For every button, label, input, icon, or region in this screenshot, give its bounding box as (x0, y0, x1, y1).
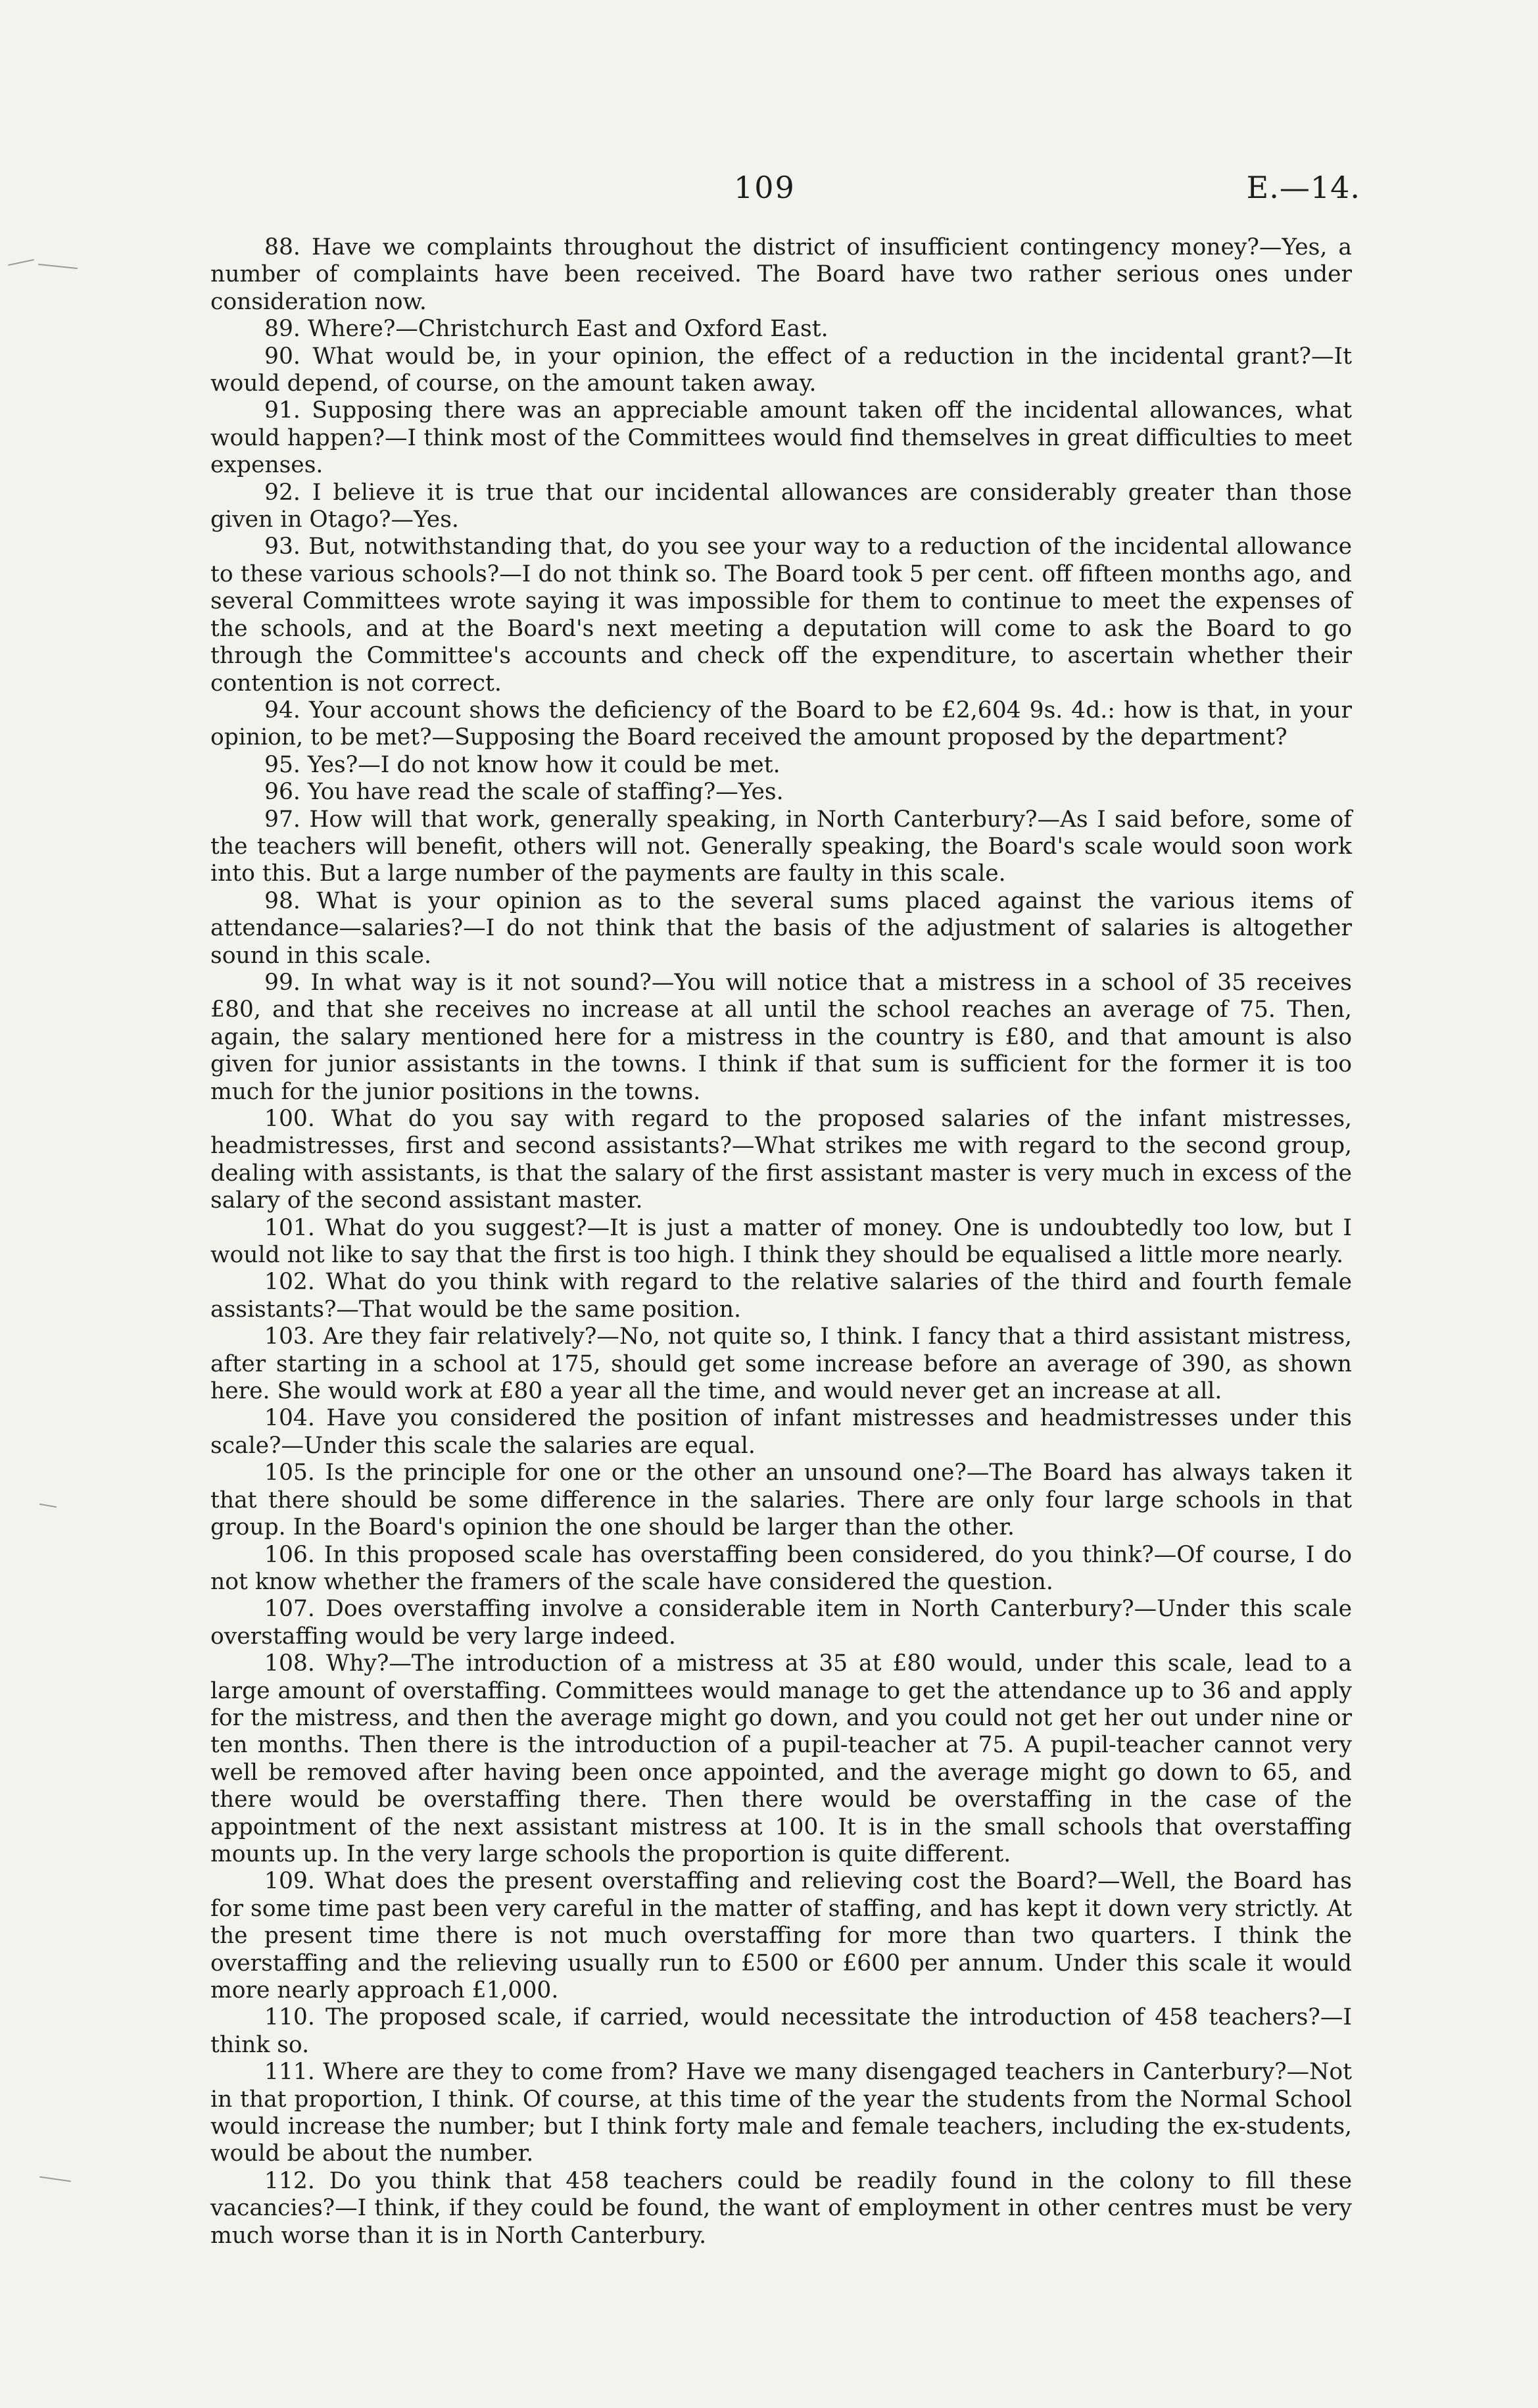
paragraph-q105: 105. Is the principle for one or the other an unsound one?—The Board has always taken it that there should be some difference in the salaries. There are only four large schools in that group. In the Board's opinion the one should be larger than the other. (210, 1460, 1352, 1541)
paragraph-q96: 96. You have read the scale of staffing?—Yes. (264, 779, 784, 806)
page-number: 109 (734, 170, 796, 205)
paragraph-q94: 94. Your account shows the deficiency of the Board to be £2,604 9s. 4d.: how is that, in your opinion, to be met?—Supposing the Board received the amount proposed by the department? (210, 697, 1352, 751)
page-code: E.—14. (1246, 170, 1360, 205)
paragraph-q106: 106. In this proposed scale has overstaffing been considered, do you think?—Of course, I do not know whether the framers of the scale have considered the question. (210, 1541, 1352, 1595)
paragraph-q89: 89. Where?—Christchurch East and Oxford East. (264, 316, 829, 343)
paragraph-q93: 93. But, notwithstanding that, do you see your way to a reduction of the incidental allowance to these various schools?—I do not think so. The Board took 5 per cent. off fifteen months ago, and several Committees wrote saying it was impossible for them to continue to meet the expenses of the schools, and at the Board's next meeting a deputation will come to ask the Board to go through the Committee's accounts and check off the expenditure, to ascertain whether their contention is not correct. (210, 533, 1352, 697)
paragraph-q102: 102. What do you think with regard to the relative salaries of the third and fourth female assistants?—That would be the same position. (210, 1269, 1352, 1323)
paragraph-q103: 103. Are they fair relatively?—No, not quite so, I think. I fancy that a third assistant mistress, after starting in a school at 175, should get some increase before an average of 390, as shown here. She would work at £80 a year all the time, and would never get an increase at all. (210, 1323, 1352, 1405)
paragraph-q95: 95. Yes?—I do not know how it could be met. (264, 751, 781, 778)
scan-mark (39, 2176, 71, 2182)
scan-mark (8, 259, 34, 266)
paragraph-q88: 88. Have we complaints throughout the district of insufficient contingency money?—Yes, a number of complaints have been received. The Board have two rather serious ones under consideration now. (210, 234, 1352, 315)
paragraph-q112: 112. Do you think that 458 teachers could be readily found in the colony to fill these vacancies?—I think, if they could be found, the want of employment in other centres must be very much worse than it is in North Canterbury. (210, 2167, 1352, 2249)
scan-mark (38, 264, 78, 269)
scan-mark (39, 1504, 57, 1508)
paragraph-q98: 98. What is your opinion as to the several sums placed against the various items of attendance—salaries?—I do not think that the basis of the adjustment of salaries is altogether sound in this scale. (210, 887, 1352, 969)
paragraph-q90: 90. What would be, in your opinion, the effect of a reduction in the incidental grant?—It would depend, of course, on the amount taken away. (210, 343, 1352, 397)
page-header (0, 170, 1538, 216)
paragraph-q92: 92. I believe it is true that our incidental allowances are considerably greater than those given in Otago?—Yes. (210, 479, 1352, 533)
paragraph-q100: 100. What do you say with regard to the proposed salaries of the infant mistresses, headmistresses, first and second assistants?—What strikes me with regard to the second group, dealing with assistants, is that the salary of the first assistant master is very much in excess of the salary of the second assistant master. (210, 1106, 1352, 1214)
paragraph-q108: 108. Why?—The introduction of a mistress at 35 at £80 would, under this scale, lead to a large amount of overstaffing. Committees would manage to get the attendance up to 36 and apply for the mistress, and then the average might go down, and you could not get her out under nine or ten months. Then there is the introduction of a pupil-teacher at 75. A pupil-teacher cannot very well be removed after having been once appointed, and the average might go down to 65, and there would be overstaffing there. Then there would be overstaffing in the case of the appointment of the next assistant mistress at 100. It is in the small schools that overstaffing mounts up. In the very large schools the proportion is quite different. (210, 1650, 1352, 1867)
paragraph-q99: 99. In what way is it not sound?—You will notice that a mistress in a school of 35 receives £80, and that she receives no increase at all until the school reaches an average of 75. Then, again, the salary mentioned here for a mistress in the country is £80, and that amount is also given for junior assistants in the towns. I think if that sum is sufficient for the former it is too much for the junior positions in the towns. (210, 969, 1352, 1105)
paragraph-q107: 107. Does overstaffing involve a considerable item in North Canterbury?—Under this scale overstaffing would be very large indeed. (210, 1596, 1352, 1650)
paragraph-q111: 111. Where are they to come from? Have we many disengaged teachers in Canterbury?—Not in that proportion, I think. Of course, at this time of the year the students from the Normal School would increase the number; but I think forty male and female teachers, including the ex-students, would be about the number. (210, 2059, 1352, 2167)
paragraph-q109: 109. What does the present overstaffing and relieving cost the Board?—Well, the Board has for some time past been very careful in the matter of staffing, and has kept it down very strictly. At the present time there is not much overstaffing for more than two quarters. I think the overstaffing and the relieving usually run to £500 or £600 per annum. Under this scale it would more nearly approach £1,000. (210, 1868, 1352, 2003)
paragraph-q110: 110. The proposed scale, if carried, would necessitate the introduction of 458 teachers?—I think so. (210, 2004, 1352, 2058)
paragraph-q91: 91. Supposing there was an appreciable amount taken off the incidental allowances, what would happen?—I think most of the Committees would find themselves in great difficulties to meet expenses. (210, 397, 1352, 479)
paragraph-q97: 97. How will that work, generally speaking, in North Canterbury?—As I said before, some of the teachers will benefit, others will not. Generally speaking, the Board's scale would soon work into this. But a large number of the payments are faulty in this scale. (210, 806, 1352, 887)
paragraph-q104: 104. Have you considered the position of infant mistresses and headmistresses under this scale?—Under this scale the salaries are equal. (210, 1405, 1352, 1459)
document-body (210, 234, 1352, 2249)
paragraph-q101: 101. What do you suggest?—It is just a matter of money. One is undoubtedly too low, but I would not like to say that the first is too high. I think they should be equalised a little more nearly. (210, 1214, 1352, 1269)
